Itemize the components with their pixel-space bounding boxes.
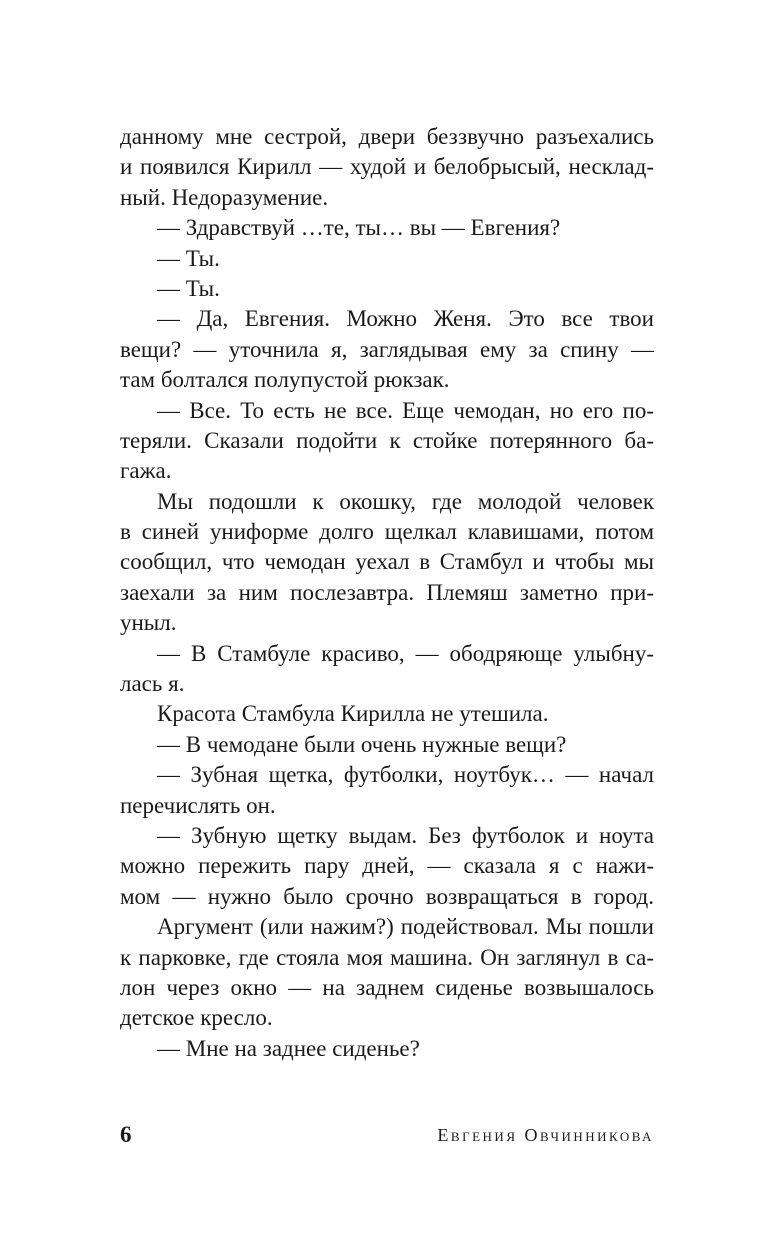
text-line: — В чемодане были очень нужные вещи? — [157, 731, 567, 757]
text-line: Мы подошли к окошку, где молодой человек — [157, 488, 654, 514]
text-line: — В Стамбуле красиво, — ободряюще улыбну- — [157, 640, 654, 666]
text-line: мом — нужно было срочно возвращаться в город. — [120, 883, 654, 909]
text-line: Аргумент (или нажим?) подействовал. Мы пошли — [157, 914, 654, 940]
text-line: уныл. — [120, 610, 177, 636]
text-line: Красота Стамбула Кирилла не утешила. — [157, 701, 549, 727]
text-line: вещи? — уточнила я, заглядывая ему за спину — — [120, 336, 654, 362]
text-line: детское кресло. — [120, 1005, 273, 1031]
text-line: — Зубная щетка, футболки, ноутбук… — начал — [157, 762, 654, 788]
text-line: в синей униформе долго щелкал клавишами, потом — [120, 519, 654, 545]
text-line: заехали за ним послезавтра. Племяш заметно при- — [120, 579, 654, 605]
text-line: — Да, Евгения. Можно Женя. Это все твои — [157, 306, 654, 332]
page-footer — [120, 1122, 654, 1152]
text-line: можно пережить пару дней, — сказала я с нажи- — [120, 853, 654, 879]
page-number: 6 — [120, 1122, 132, 1147]
text-line: перечислять он. — [120, 792, 276, 818]
text-line: — Все. То есть не все. Еще чемодан, но его по- — [157, 397, 654, 423]
text-line: — Зубную щетку выдам. Без футболок и ноута — [157, 822, 654, 848]
text-line: — Ты. — [157, 275, 220, 301]
text-line: там болтался полупустой рюкзак. — [120, 367, 450, 393]
text-line: сообщил, что чемодан уехал в Стамбул и чтобы мы — [120, 549, 654, 575]
text-line: к парковке, где стояла моя машина. Он заглянул в са- — [120, 944, 654, 970]
text-line: — Здравствуй …те, ты… вы — Евгения? — [157, 215, 561, 241]
text-line: — Ты. — [157, 245, 220, 271]
text-line: — Мне на заднее сиденье? — [157, 1035, 420, 1061]
text-line: и появился Кирилл — худой и белобрысый, несклад- — [120, 154, 654, 180]
text-line: лон через окно — на заднем сиденье возвышалось — [120, 974, 654, 1000]
text-line: ный. Недоразумение. — [120, 184, 329, 210]
body-text — [120, 122, 654, 1064]
text-line: данному мне сестрой, двери беззвучно разъехались — [120, 124, 654, 149]
text-line: теряли. Сказали подойти к стойке потерянного ба- — [120, 427, 654, 453]
text-line: гажа. — [120, 458, 172, 484]
text-line: лась я. — [120, 671, 185, 697]
running-footer-author: Евгения Овчинникова — [437, 1125, 654, 1145]
